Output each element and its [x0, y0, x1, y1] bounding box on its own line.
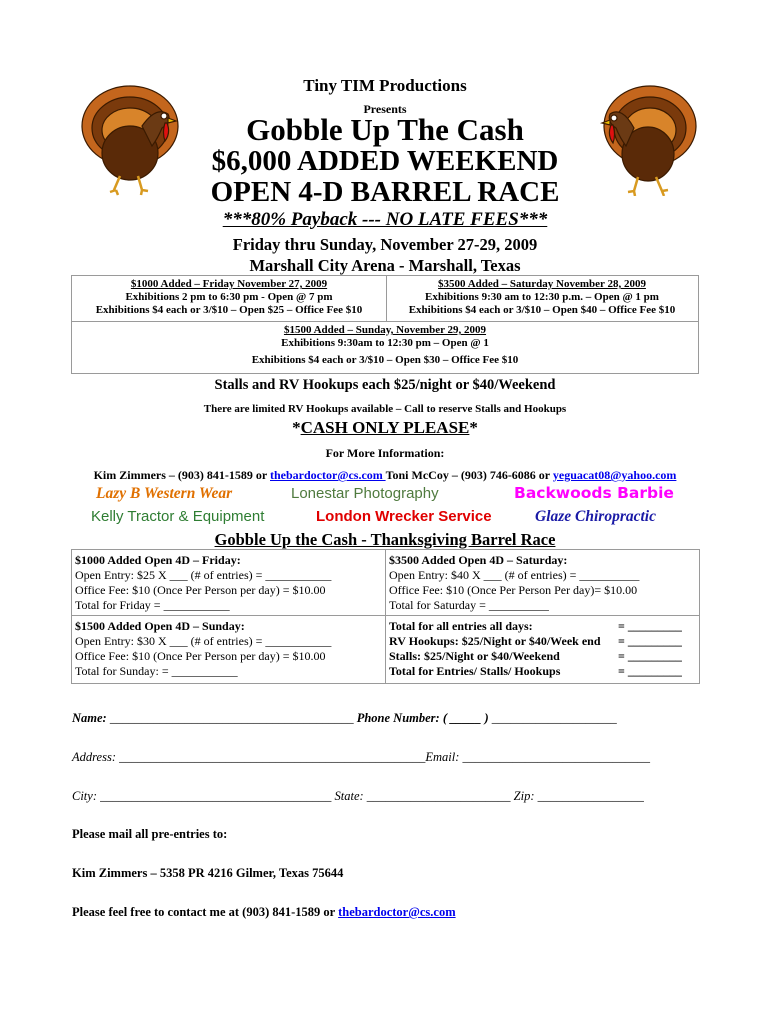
cash-star-left: * — [292, 418, 301, 437]
cash-star-right: * — [469, 418, 478, 437]
entry-table-divider-horizontal — [72, 615, 699, 616]
friday-form-fee: Office Fee: $10 (Once Per Person per day) = $10.00 — [75, 583, 326, 597]
sponsor-kelly: Kelly Tractor & Equipment — [91, 508, 265, 525]
presents-text: Presents — [363, 102, 407, 116]
mail-contact — [72, 905, 456, 920]
total-entries-label: Total for Entries/ Stalls/ Hookups — [389, 664, 561, 678]
sunday-form-title: $1500 Added Open 4D – Sunday: — [75, 619, 245, 633]
event-title: Gobble Up The Cash — [246, 112, 524, 147]
sunday-schedule-title: $1500 Added – Sunday, November 29, 2009 — [283, 324, 487, 336]
name-field[interactable]: _______________________________________ — [109, 711, 354, 725]
phone-label: Phone Number: ( _____ ) — [356, 711, 489, 725]
more-info-label: For More Information: — [325, 446, 445, 460]
sponsor-london: London Wrecker Service — [316, 508, 492, 525]
saturday-form-fee: Office Fee: $10 (Once Per Person Per day)= $10.00 — [389, 583, 638, 597]
friday-schedule-title: $1000 Added – Friday November 27, 2009 — [130, 278, 328, 290]
friday-schedule-line1: Exhibitions 2 pm to 6:30 pm - Open @ 7 pm — [125, 291, 333, 303]
stalls-info: Stalls and RV Hookups each $25/night or $40/Weekend — [214, 377, 556, 393]
friday-schedule — [72, 278, 386, 317]
saturday-form-title: $3500 Added Open 4D – Saturday: — [389, 553, 568, 567]
address-row — [72, 750, 650, 765]
mail-address: Kim Zimmers – 5358 PR 4216 Gilmer, Texas 75644 — [72, 866, 344, 880]
mail-instruction: Please mail all pre-entries to: — [72, 827, 228, 841]
sponsor-glaze: Glaze Chiropractic — [535, 508, 656, 525]
total-entries-value: = _________ — [618, 664, 682, 678]
saturday-schedule-title: $3500 Added – Saturday November 28, 2009 — [438, 278, 646, 290]
race-heading: OPEN 4-D BARREL RACE — [210, 176, 560, 208]
name-label: Name: — [72, 711, 107, 725]
saturday-form-total: Total for Saturday = __________ — [389, 598, 549, 612]
sponsor-lazy-b: Lazy B Western Wear — [96, 485, 233, 502]
total-all-days-label: Total for all entries all days: — [389, 619, 533, 633]
zip-field[interactable]: _________________ — [534, 789, 644, 803]
stalls-value: = _________ — [618, 649, 682, 663]
saturday-schedule-line1: Exhibitions 9:30 am to 12:30 p.m. – Open @ 1 pm — [425, 291, 659, 303]
rv-hookups-label: RV Hookups: $25/Night or $40/Week end — [389, 634, 601, 648]
sponsor-backwoods: Backwoods Barbie — [514, 484, 674, 502]
sunday-form-fee: Office Fee: $10 (Once Per Person per day) = $10.00 — [75, 649, 326, 663]
saturday-form-entry: Open Entry: $40 X ___ (# of entries) = __________ — [389, 568, 640, 582]
cash-only-text: CASH ONLY PLEASE — [300, 418, 470, 437]
contact-toni: Toni McCoy – (903) 746-6086 or — [385, 468, 553, 482]
address-field[interactable]: _________________________________________________ — [119, 750, 426, 764]
sunday-form-total: Total for Sunday: = ___________ — [75, 664, 238, 678]
payback-text: ***80% Payback --- NO LATE FEES*** — [222, 209, 548, 230]
sunday-schedule-line2: Exhibitions $4 each or 3/$10 – Open $30 – Office Fee $10 — [251, 354, 519, 366]
sunday-form-entry: Open Entry: $30 X ___ (# of entries) = ___________ — [75, 634, 332, 648]
saturday-schedule-line2: Exhibitions $4 each or 3/$10 – Open $40 – Office Fee $10 — [408, 304, 676, 316]
stalls-label: Stalls: $25/Night or $40/Weekend — [389, 649, 560, 663]
toni-email-link[interactable]: yeguacat08@yahoo.com — [552, 468, 677, 482]
state-label: State: — [334, 789, 364, 803]
sponsor-lonestar: Lonestar Photography — [291, 485, 439, 502]
contact-line — [0, 468, 770, 483]
city-field[interactable]: _____________________________________ — [100, 789, 332, 803]
friday-schedule-line2: Exhibitions $4 each or 3/$10 – Open $25 – Office Fee $10 — [95, 304, 363, 316]
zip-label: Zip: — [513, 789, 535, 803]
mail-email-link[interactable]: thebardoctor@cs.com — [338, 905, 456, 919]
total-all-days-value: = _________ — [618, 619, 682, 633]
contact-kim: Kim Zimmers – (903) 841-1589 or — [93, 468, 270, 482]
city-label: City: — [72, 789, 97, 803]
sunday-schedule — [72, 324, 698, 367]
city-row — [72, 789, 644, 804]
friday-form-total: Total for Friday = ___________ — [75, 598, 230, 612]
entry-table-divider-vertical — [385, 550, 386, 683]
added-heading: $6,000 ADDED WEEKEND — [211, 145, 559, 177]
entry-form-heading: Gobble Up the Cash - Thanksgiving Barrel Race — [214, 530, 556, 549]
mail-contact-text: Please feel free to contact me at (903) 841-1589 or — [72, 905, 339, 919]
event-venue: Marshall City Arena - Marshall, Texas — [249, 256, 521, 275]
friday-form-title: $1000 Added Open 4D – Friday: — [75, 553, 241, 567]
rv-hookups-value: = _________ — [618, 634, 682, 648]
schedule-divider-horizontal — [72, 321, 698, 322]
phone-field[interactable]: ____________________ — [488, 711, 617, 725]
event-dates: Friday thru Sunday, November 27-29, 2009 — [232, 235, 538, 254]
rv-limited-info: There are limited RV Hookups available – Call to reserve Stalls and Hookups — [203, 403, 567, 415]
friday-form-entry: Open Entry: $25 X ___ (# of entries) = ___________ — [75, 568, 332, 582]
sunday-schedule-line1: Exhibitions 9:30am to 12:30 pm – Open @ 1 — [281, 337, 489, 349]
email-label: Email: — [425, 750, 460, 764]
address-label: Address: — [72, 750, 116, 764]
kim-email-link[interactable]: thebardoctor@cs.com — [270, 468, 386, 482]
company-name: Tiny TIM Productions — [303, 76, 467, 95]
email-field[interactable]: ______________________________ — [459, 750, 651, 764]
state-field[interactable]: _______________________ — [363, 789, 511, 803]
name-row — [72, 711, 617, 726]
cash-only-notice — [0, 418, 770, 438]
saturday-schedule — [387, 278, 697, 317]
